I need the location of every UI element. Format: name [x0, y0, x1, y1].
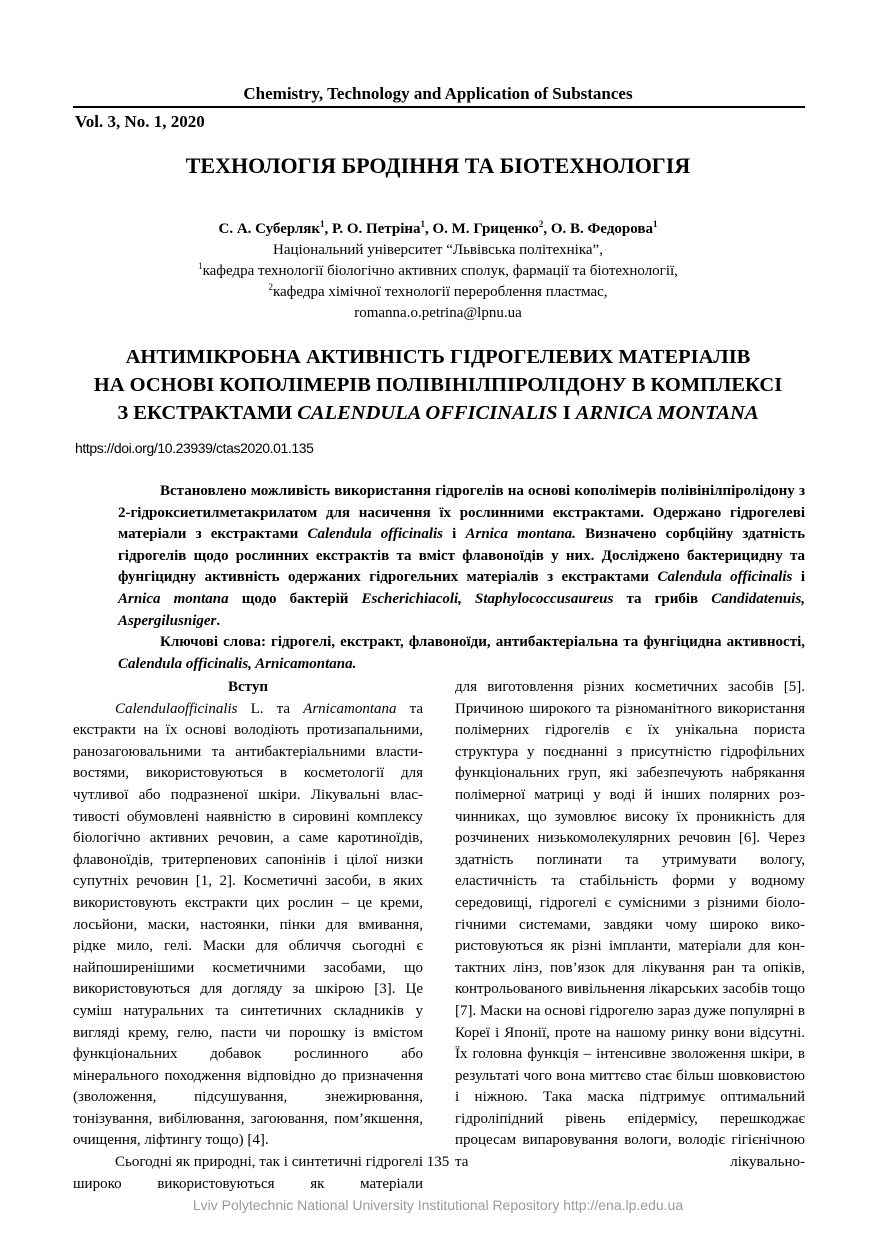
species: Escherichiacoli, Staphylococcusaureus [361, 590, 614, 607]
species: Arnica montana [118, 590, 229, 607]
text: і [792, 569, 805, 586]
author: О. М. Гриценко [432, 221, 539, 237]
column-left [73, 677, 423, 1195]
text: Визначено сорбційну здатність гідрогелів щодо рослинних екстрактів та вміст флавоноїдів у них. Досліджено бактерицидну та фунгіцидну активність одержаних гідрогельних матеріалів з екстрактами [118, 526, 806, 586]
text: щодо бактерій [228, 590, 362, 607]
affiliation-sup: 1 [320, 219, 325, 229]
page-number: 135 [426, 1154, 450, 1170]
species: Calendula officinalis [657, 569, 793, 586]
affiliation-sup: 2 [268, 282, 273, 292]
email[interactable]: romanna.o.petrina@lpnu.ua [354, 305, 522, 321]
abstract [118, 481, 805, 675]
author-names: С. А. Суберляк$^1$, Р. О. Петріна$^1$, О. М. Гриценко$^2$, О. В. Федорова$^1$ [218, 219, 658, 237]
affiliation-2 [0, 282, 876, 303]
text: та екстракти на їх основі володіють протизапальними, ранозагоювальними та антибактеріальними властивостями, використовуються в косметології для чутливої або подразненої шкіри. Лікувальні властивості обумовлені наявністю в сировині комплексу біологічно активних речовин, а саме каротиноїдів, флавоноїдів, тритерпенових сапонінів і цілої низки супутніх речовин [1, 2]. Косметичні засоби, в яких використовують екстракти цих рослин – це креми, лосьйони, маски, настоянки, пінки для вмивання, рідке мило, гелі. Маски для обличчя сьогодні є найпоширенішими косметичними засобами, що використовуються для догляду за шкірою [3]. Це суміш натуральних та синтетичних складників у вигляді крему, гелю, пасти чи порошку із вмістом функціональних добавок рослинного або мінерального походження відповідно до призначення (зволоження, підсушування, знежирювання, тонізування, вибілювання, загоювання, пом’якшення, очищення, ліфтингу тощо) [4]. [73, 700, 423, 1149]
affiliation-text: кафедра хімічної технології перероблення пластмас, [272, 284, 608, 300]
title-line [0, 399, 876, 427]
affiliation-text: кафедра технології біологічно активних сполук, фармації та біотехнології, [202, 263, 678, 279]
text: та грибів [613, 590, 712, 607]
doi-link[interactable]: https://doi.org/10.23939/ctas2020.01.135 [75, 440, 314, 456]
species: Calendula officinalis [307, 526, 444, 543]
species: Arnica montana. [465, 526, 576, 543]
text: Встановлено можливість використання гідрогелів на основі кополімерів полівінілпіролідону з 2-гідроксиетилметакрилатом для насичення їх рослинними екстрактами. Одержано гідрогелеві матеріали з екстрактами [118, 483, 805, 543]
affiliation-sup: 1 [420, 219, 426, 229]
keywords [118, 632, 805, 675]
affiliation-sup: 1 [198, 261, 203, 271]
text: Ключові слова: гідрогелі, екстракт, флавоноїди, антибактеріальна та фунгіцидна активності, [160, 634, 805, 651]
affiliation-1 [0, 261, 876, 282]
title-text: З ЕКСТРАКТАМИ [117, 402, 298, 424]
title-line: НА ОСНОВІ КОПОЛІМЕРІВ ПОЛІВІНІЛПІРОЛІДОНУ В КОМПЛЕКСІ [93, 374, 783, 396]
section-heading: Вступ [228, 679, 268, 695]
university: Національний університет “Львівська політехніка”, [273, 242, 603, 258]
species: Arnicamontana [303, 700, 397, 717]
title-text: І [557, 402, 576, 424]
journal-title: Chemistry, Technology and Application of Substances [243, 84, 633, 103]
paragraph: для виготовлення різних косметичних засобів [5]. Причиною широкого та різноманітного використання полімерних гідрогелів є їх унікальна пориста структура у поєднанні з присутністю гідрофільних функціональних груп, які забезпечують набрякання полімерної матриці у воді й інших полярних розчинниках, що зумовлює високу їх проникність для розчинених низькомолекулярних речовин [6]. Через здатність поглинати та утримувати вологу, еластичність та стабільність форми у водному середовищі, гідрогелі є сумісними з різними біологічними системами, завдяки чому широко використовуються як різні імпланти, матеріали для контактних лінз, пов’язок для лікування ран та опіків, контрольованого вивільнення лікарських засобів тощо [7]. Маски на основі гідрогелю зараз дуже популярні в Кореї і Японії, проте на нашому ринку вони відсутні. Їх головна функція – інтенсивне зволоження шкіри, в результаті чого вона миттєво стає більш шовковистою і ніжною. Така маска підтримує оптимальний гідроліпідний рівень епідермісу, перешкоджає процесам випаровування вологи, володіє гігієнічною та лікувально- [455, 679, 805, 1171]
repository-footer: Lviv Polytechnic National University Institutional Repository http://ena.lp.edu.ua [192, 1197, 684, 1213]
author-block [0, 219, 876, 324]
affiliation-sup: 2 [538, 219, 544, 229]
title-species: ARNICA MONTANA [575, 402, 759, 424]
section-title: ТЕХНОЛОГІЯ БРОДІННЯ ТА БІОТЕХНОЛОГІЯ [185, 153, 691, 178]
title-line: АНТИМІКРОБНА АКТИВНІСТЬ ГІДРОГЕЛЕВИХ МАТЕРІАЛІВ [125, 346, 751, 368]
header-divider [73, 106, 805, 108]
paragraph: Сьогодні як природні, так і синтетичні гідрогелі широко використовуються як матеріали [73, 1154, 423, 1192]
paragraph [73, 699, 423, 1152]
column-right [455, 677, 805, 1174]
species: Calendula officinalis, Arnicamontana. [118, 655, 357, 672]
affiliation-sup: 1 [653, 219, 658, 229]
species: Candidatenuis, Aspergilusniger [118, 590, 806, 629]
paper-title [0, 343, 876, 427]
text: . [216, 612, 221, 629]
species: Calendulaofficinalis [115, 700, 238, 717]
text: і [443, 526, 466, 543]
author: Р. О. Петріна [332, 221, 421, 237]
abstract-text [118, 481, 805, 632]
author: С. А. Суберляк [218, 221, 321, 237]
volume-info: Vol. 3, No. 1, 2020 [75, 112, 205, 131]
author: О. В. Федорова [550, 221, 653, 237]
title-species: CALENDULA OFFICINALIS [297, 402, 558, 424]
text: L. та [237, 700, 304, 717]
